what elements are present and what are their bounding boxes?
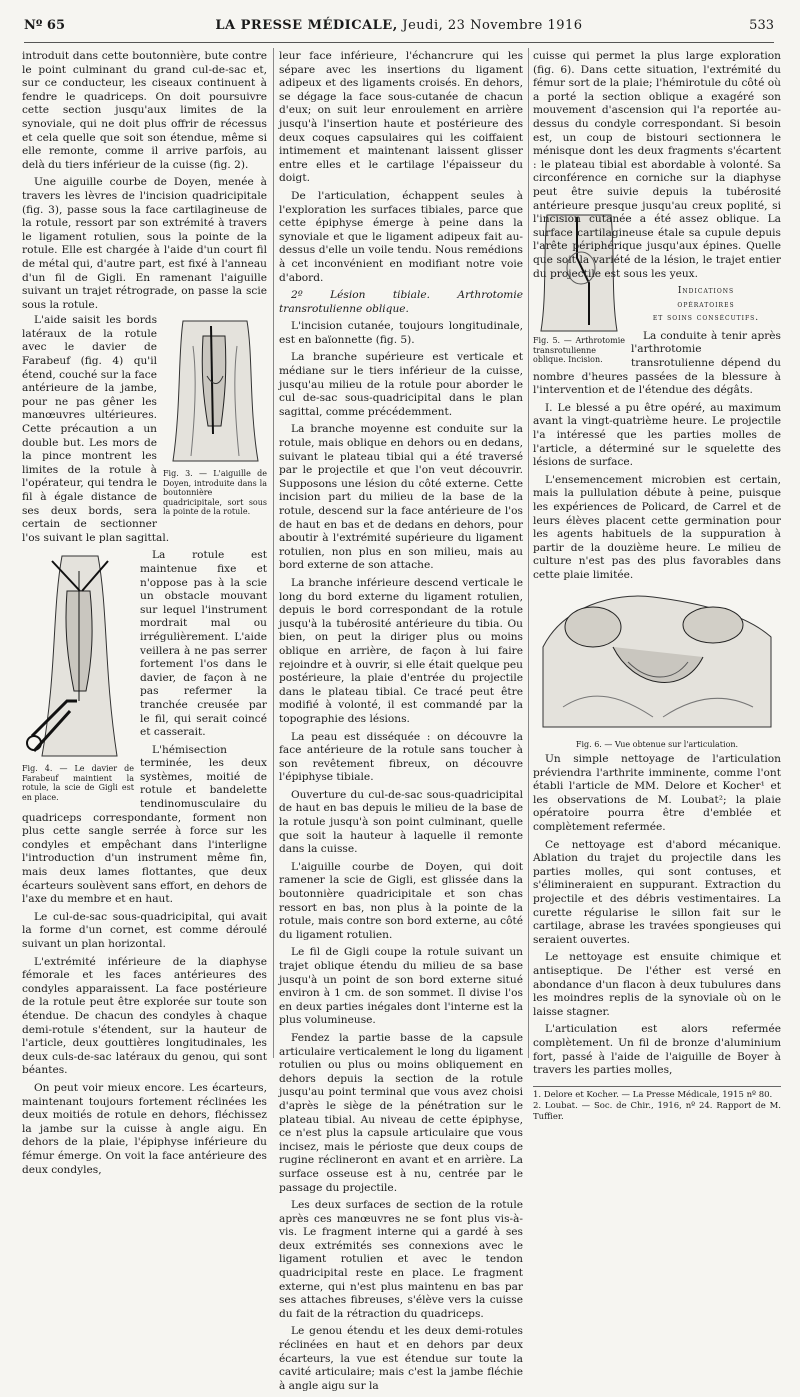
paragraph: L'ensemencement microbien est certain, mais la pullulation débute à peine, puisque les expériences de Policard, de Carrel et de leurs élèves placent cette germination pour les agents habituels de la suppuration à partir de la douzième heure. Le milieu de culture n'est pas des plus favorables dans cette plaie limitée. [533,473,781,581]
paragraph: L'aiguille courbe de Doyen, qui doit ramener la scie de Gigli, est glissée dans la boutonnière quadricipitale et son chas ressort en bas, non plus à la pointe de la rotule, mais contre son bord externe, au côté du ligament rotulien. [279,860,523,941]
paragraph: La branche supérieure est verticale et médiane sur le tiers inférieur de la cuisse, jusqu'au milieu de la rotule pour aborder le cul de-sac sous-quadricipital dans le plan sagittal, comme précédemment. [279,351,523,418]
paragraph: Fendez la partie basse de la capsule articulaire verticalement le long du ligament rotulien ou plus ou moins obliquement en dehors depuis la section de la rotule jusqu'au point terminal que vous avez choisi d'après le siège de la pénétration sur le plateau tibial. Au niveau de cette épiphyse, ce n'est plus la capsule articulaire que vous incisez, mais le périoste que deux coups de rugine réclineront en avant et en arrière. La surface osseuse est à nu, centrée par le passage du projectile. [279,1031,523,1194]
paragraph: La peau est disséquée : on découvre la face antérieure de la rotule sans toucher à son revêtement fibreux, on découvre l'épiphyse tibiale. [279,730,523,784]
paragraph: Un simple nettoyage de l'articulation préviendra l'arthrite imminente, comme l'ont établi l'article de MM. Delore et Kocher¹ et les observations de M. Loubat²; la plaie opératoire pourra être d'emblée et complètement refermée. [533,753,781,834]
paragraph: La rotule est maintenue fixe et n'oppose pas à la scie un obstacle mouvant sur lequel l'instrument mordrait mal ou irrégulièrement. L'aide veillera à ne pas serrer fortement l'os dans le davier, de façon à ne pas refermer la tranchée creusée par le fil, qui serait coincé et casserait. [140,549,267,739]
paragraph: introduit dans cette boutonnière, bute contre le point culminant du grand cul-de-sac et, sur ce conducteur, les ciseaux continuent à fendre le quadriceps. On doit poursuivre cette section jusqu'aux limites de la synoviale, qui ne doit plus offrir de récessus et cela quelle que soit son étendue, même si elle remonte, comme il arrive parfois, au delà du tiers inférieur de la cuisse (fig. 2). [22,50,267,171]
column-divider [273,48,274,1058]
paragraph: De l'articulation, échappent seules à l'exploration les surfaces tibiales, parce que cette épiphyse émerge à peine dans la synoviale et que le ligament adipeux fait au-dessus d'elle un voile tendu. Nous remédions à cet inconvénient en modifiant notre voie d'abord. [279,189,523,284]
paragraph: L'articulation est alors refermée complètement. Un fil de bronze d'aluminium fort, passé à l'aide de l'aiguille de Boyer à travers les parties molles, [533,1023,781,1077]
journal-name: LA PRESSE MÉDICALE, [215,18,398,33]
paragraph: L'extrémité inférieure de la diaphyse fémorale et les faces antérieures des condyles apparaissent. La face postérieure de la rotule peut être explorée sur toute son étendue. De chacun des condyles à chaque demi-rotule s'étendent, sur la hauteur de l'article, deux gouttières longitudinales, les deux culs-de-sac latéraux du genou, qui sont béantes. [22,955,267,1077]
column-3 [533,50,781,1123]
paragraph: Ce nettoyage est d'abord mécanique. Ablation du trajet du projectile dans les parties molles, qui sont contuses, et s'élimineraient en suppurant. Extraction du projectile et des débris vestimentaires. La curette régularise le sillon fait sur le cartilage, abrase les travées spongieuses qui seraient ouvertes. [533,838,781,946]
section-heading: 2º Lésion tibiale. Arthrotomie transrotulienne oblique. [279,289,523,315]
heading-line: et soins consécutifs. [652,313,760,324]
footnote: 1. Delore et Kocher. — La Presse Médicale, 1915 nº 80. [533,1089,773,1100]
paragraph: I. Le blessé a pu être opéré, au maximum avant la vingt-quatrième heure. Le projectile l'a intéressé que les parties molles de l'article, a déterminé sur le squelette des lésions de surface. [533,401,781,469]
issue-number: Nº 65 [24,18,65,33]
figure-4 [22,551,134,802]
page-number: 533 [749,18,774,33]
heading-line: opératoires [677,299,735,310]
figure-caption: Fig. 4. — Le davier de Farabeuf maintient la rotule, la scie de Gigli est en place. [22,764,134,802]
paragraph: Le fil de Gigli coupe la rotule suivant un trajet oblique étendu du milieu de sa base jusqu'à un point de son bord externe situé environ à 1 cm. de son sommet. Il divise l'os en deux parties inégales dont l'interne est la plus volumineuse. [279,946,523,1027]
column-divider [528,48,529,1058]
paragraph: Le nettoyage est ensuite chimique et antiseptique. De l'éther est versé en abondance d'un flacon à deux tubulures dans les moindres replis de la synoviale où on le laisse stagner. [533,951,781,1018]
figure-caption: Fig. 5. — Arthrotomie transrotulienne oblique. Incision. [533,336,625,365]
paragraph: L'incision cutanée, toujours longitudinale, est en baïonnette (fig. 5). [279,320,523,346]
paragraph: La branche moyenne est conduite sur la rotule, mais oblique en dehors ou en dedans, suivant le plateau tibial qui a été traversé par le projectile et que l'on veut découvrir. Supposons une lésion du côté externe. Cette incision part du milieu de la base de la rotule, descend sur la face antérieure de l'os de haut en bas et de dedans en dehors, pour aboutir à l'extrémité supérieure du ligament rotulien, non plus en son milieu, mais au bord externe de son attache. [279,423,523,572]
column-1 [22,50,267,1181]
paragraph: L'aide saisit les bords latéraux de la rotule avec le davier de Farabeuf (fig. 4) qu'il étend, couché sur la face antérieure de la jambe, pour ne pas gêner les manœuvres ultérieures. Cette précaution a un double but. Les mors de la pince montrent les limites de la rotule à l'opérateur, qui tendra le fil à égale distance de ses deux bords, sera certain de sectionner l'os suivant le plan sagittal. [22,314,170,544]
figure-6 [533,587,781,750]
figure-caption: Fig. 3. — L'aiguille de Doyen, introduite dans la boutonnière quadricipitale, sort sous la pointe de la rotule. [163,469,267,517]
footnote: 2. Loubat. — Soc. de Chir., 1916, nº 24. Rapport de M. Tuffier. [533,1100,781,1122]
articulation-view-illustration [533,587,781,737]
paragraph: La branche inférieure descend verticale le long du bord externe du ligament rotulien, depuis le bord correspondant de la rotule jusqu'à la tubérosité antérieure du tibia. Ou bien, on peut la diriger plus ou moins oblique en arrière, de façon à lui faire rejoindre et à ouvrir, si elle était quelque peu postérieure, la plaie d'entrée du projectile dans le plateau tibial. Ce tracé peut être modifié à volonté, il est commandé par la topographie des lésions. [279,576,523,725]
figure-caption: Fig. 6. — Vue obtenue sur l'articulation. [575,739,739,749]
paragraph: Les deux surfaces de section de la rotule après ces manœuvres ne se font plus vis-à-vis. Le fragment interne qui a gardé à ses deux extrémités ses connexions avec le ligament rotulien et avec le tendon quadricipital reste en place. Le fragment externe, qui n'est plus maintenu en bas par ses attaches fibreuses, s'élève vers la cuisse du fait de la rétraction du quadriceps. [279,1199,523,1320]
paragraph: Le cul-de-sac sous-quadricipital, qui avait la forme d'un cornet, est comme déroulé suivant un plan horizontal. [22,910,267,950]
issue-date: Jeudi, 23 Novembre 1916 [402,18,583,33]
journal-title [24,18,774,33]
column-2 [279,50,523,1397]
paragraph: leur face inférieure, l'échancrure qui les sépare avec les insertions du ligament adipeux et des ligaments croisés. En dehors, se dégage la face sous-cutanée de chacun d'eux; on suit leur enroulement en arrière jusqu'à l'insertion haute et postérieure des deux coques capsulaires qui les coiffaient intimement et maintenant laissent glisser entre elles et le cartilage l'épaisseur du doigt. [279,50,523,185]
footnotes [533,1086,781,1123]
header-rule [24,42,774,43]
paragraph: L'hémisection terminée, les deux systèmes, moitié de rotule et bandelette tendinomusculaire du quadriceps correspondante, forment non plus cette sangle serrée à force sur les condyles et empêchant dans l'interligne l'introduction d'un instrument même fin, mais deux lames flottantes, que deux écarteurs soulèvent sans effort, en dehors de l'axe du membre et en haut. [22,743,267,906]
figure-3 [163,316,267,517]
paragraph: Ouverture du cul-de-sac sous-quadricipital de haut en bas depuis le milieu de la base de la rotule jusqu'à son point culminant, quelle que soit la hauteur à laquelle il remonte dans la cuisse. [279,788,523,856]
paragraph: Le genou étendu et les deux demi-rotules réclinées en haut et en dehors par deux écarteurs, la vue est étendue sur toute la cavité articulaire; mais c'est la jambe fléchie à angle aigu sur la [279,1325,523,1392]
paragraph: cuisse qui permet la plus large exploration (fig. 6). Dans cette situation, l'extrémité du fémur sort de la plaie; l'hémirotule du côté où a porté la section oblique a exagéré son mouvement d'ascension qui l'a reportée au-dessus du condyle correspondant. Si besoin est, un coup de bistouri sectionnera le ménisque dont les deux fragments s'écartent : le plateau tibial est abordable à volonté. Sa circonférence en corniche sur la diaphyse peut être suivie depuis la tubérosité antérieure presque jusqu'au creux poplité, si l'incision cutanée a été assez oblique. La surface cartilagineuse étale sa cupule depuis l'arête périphérique jusqu'aux épines. Quelle que soit la variété de la lésion, le trajet entier du projectile est sous les yeux. [533,50,781,280]
paragraph: Une aiguille courbe de Doyen, menée à travers les lèvres de l'incision quadricipitale (fig. 3), passe sous la face cartilagineuse de la rotule, ressort par son extrémité à travers le ligament rotulien, sous la pointe de la rotule. Elle est chargée à l'aide d'un court fil de métal qui, d'autre part, est fixé à l'anneau d'un fil de Gigli. En ramenant l'aiguille suivant un trajet rétrograde, on passe la scie sous la rotule. [22,176,267,311]
running-header [24,18,774,40]
farabeuf-clamp-illustration [22,551,134,761]
paragraph: La conduite à tenir après l'arthrotomie transrotulienne dépend du nombre d'heures passées de la blessure à l'intervention et de l'étendue des dégâts. [533,329,781,397]
knee-incision-illustration [163,316,267,466]
heading-line: Indications [677,286,735,297]
paragraph: On peut voir mieux encore. Les écarteurs, maintenant toujours fortement réclinées les deux moitiés de rotule en dehors, fléchissez la jambe sur la cuisse à angle aigu. En dehors de la plaie, l'épiphyse inférieure du fémur émerge. On voit la face antérieure des deux condyles, [22,1081,267,1176]
